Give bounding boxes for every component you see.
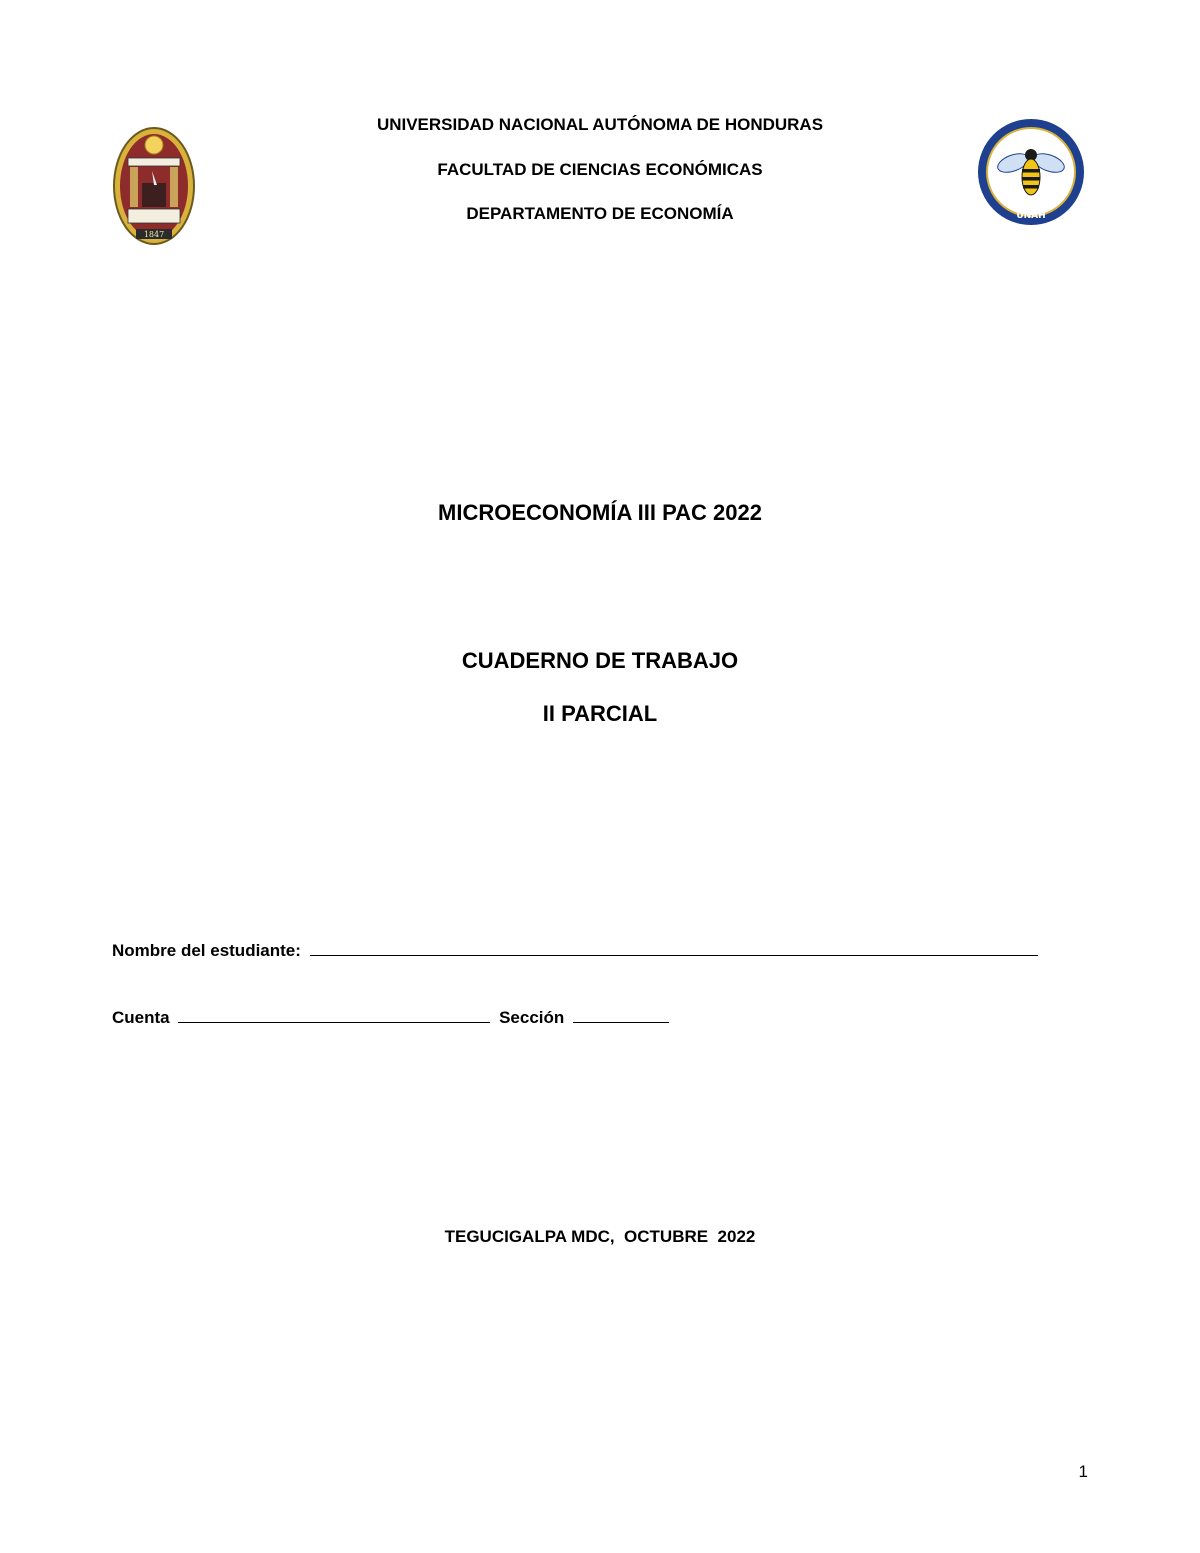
account-field[interactable] [178,1006,490,1023]
course-title: MICROECONOMÍA III PAC 2022 [438,500,762,525]
coat-of-arms-icon [112,125,196,247]
right-logo [975,117,1087,227]
partial-title: II PARCIAL [542,701,658,726]
place-date: TEGUCIGALPA MDC, OCTUBRE 2022 [444,1227,756,1246]
university-name: UNIVERSIDAD NACIONAL AUTÓNOMA DE HONDURAS [376,115,824,134]
faculty-name: FACULTAD DE CIENCIAS ECONÓMICAS [437,160,763,179]
account-section-row [112,1006,669,1028]
student-name-row [112,939,1038,961]
logo-year: 1847 [143,230,165,239]
student-name-label: Nombre del estudiante: [112,941,301,960]
student-name-field[interactable] [310,939,1038,956]
page-number: 1 [1078,1462,1088,1481]
workbook-title: CUADERNO DE TRABAJO [461,648,739,673]
account-label: Cuenta [112,1008,170,1027]
left-logo [112,125,196,247]
section-field[interactable] [573,1006,669,1023]
bee-seal-icon [975,117,1087,227]
section-label: Sección [499,1008,565,1027]
department-name: DEPARTAMENTO DE ECONOMÍA [466,204,734,223]
seal-label: UNAH [1016,211,1046,221]
